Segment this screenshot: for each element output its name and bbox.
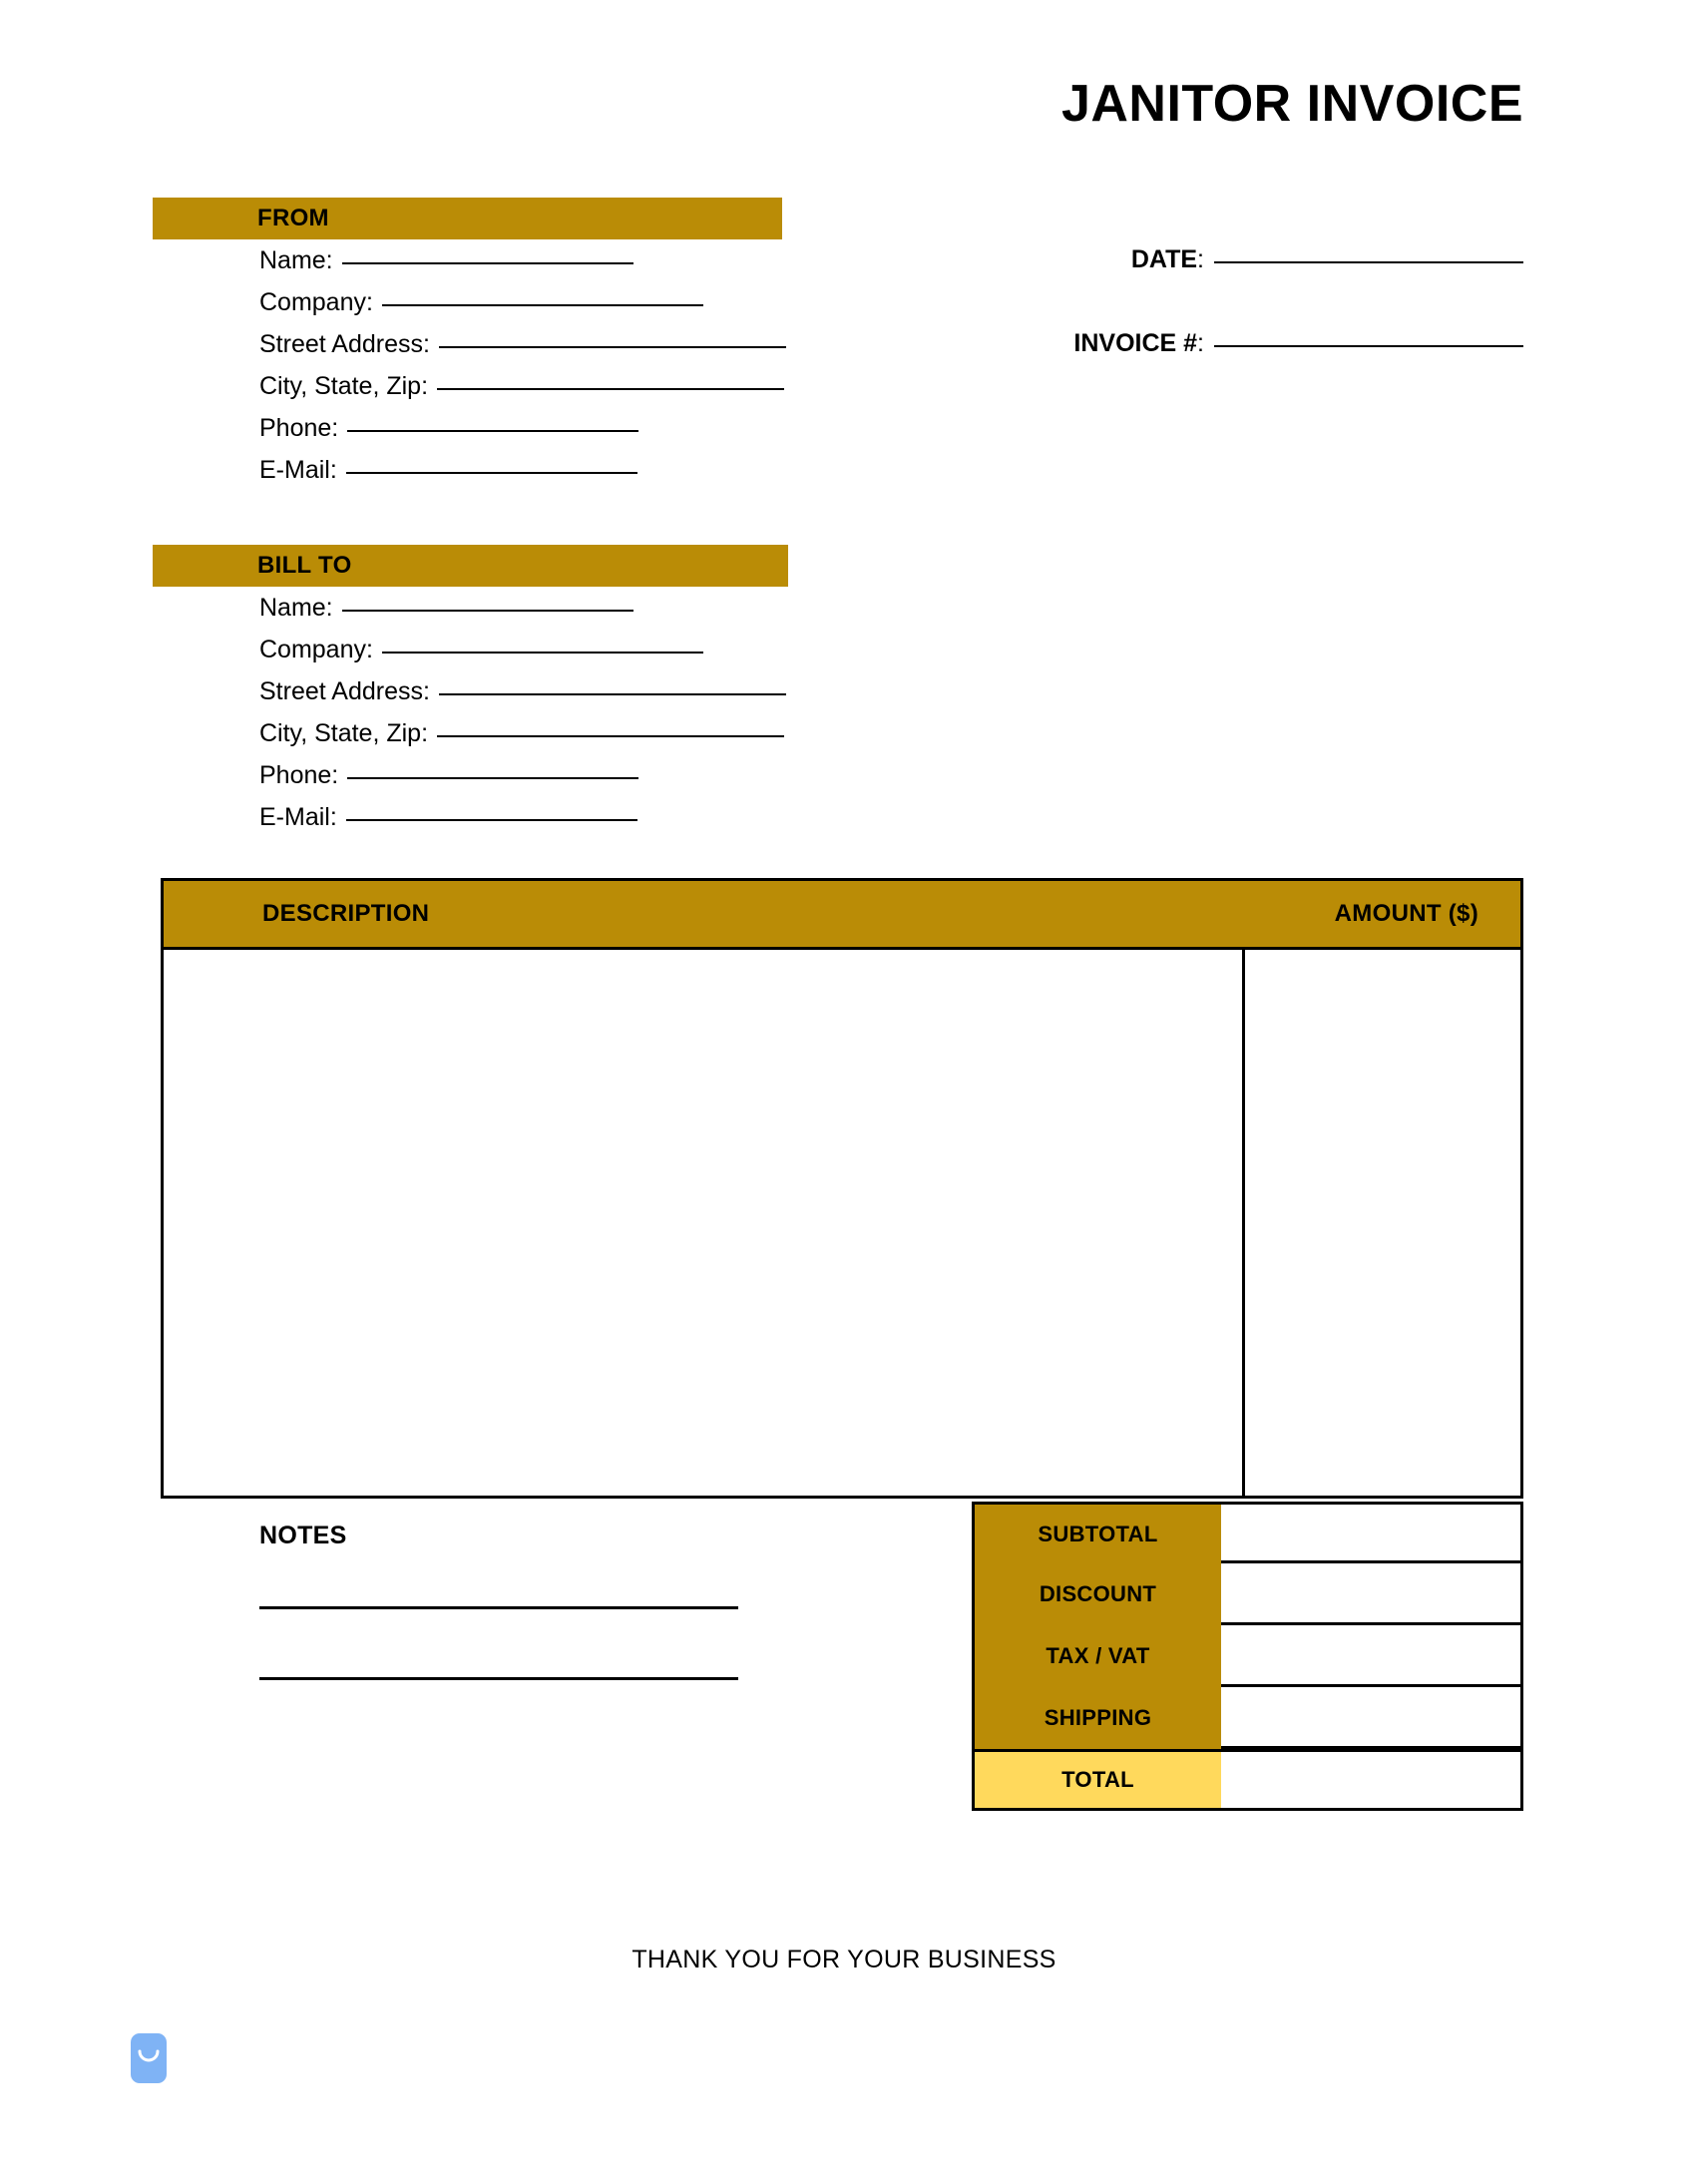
bill-to-field-input[interactable] xyxy=(437,735,784,737)
totals-value-input[interactable] xyxy=(1221,1560,1523,1625)
totals-row xyxy=(972,1563,1523,1625)
from-field-input[interactable] xyxy=(439,346,786,348)
line-items-description-area[interactable] xyxy=(164,950,1245,1496)
bill-to-field-input[interactable] xyxy=(382,652,703,654)
totals-value-input[interactable] xyxy=(1221,1684,1523,1749)
line-items-table xyxy=(161,878,1523,1499)
notes-input-line-2[interactable] xyxy=(259,1677,738,1680)
from-field-input[interactable] xyxy=(347,430,638,432)
from-field-row xyxy=(259,288,786,330)
from-field-row xyxy=(259,330,786,372)
notes-title: NOTES xyxy=(259,1522,347,1549)
bill-to-field-label: E-Mail: xyxy=(259,803,337,831)
bill-to-field-input[interactable] xyxy=(342,610,633,612)
column-header-amount: AMOUNT ($) xyxy=(1334,900,1478,927)
from-field-label: Name: xyxy=(259,246,333,274)
page-title: JANITOR INVOICE xyxy=(1060,75,1523,133)
bill-to-section-label: BILL TO xyxy=(257,552,352,579)
totals-label: TOTAL xyxy=(972,1749,1221,1811)
date-label: DATE xyxy=(1130,245,1198,273)
bill-to-field-input[interactable] xyxy=(347,777,638,779)
from-field-input[interactable] xyxy=(382,304,703,306)
totals-label: TAX / VAT xyxy=(972,1625,1221,1687)
invoice-number-input[interactable] xyxy=(1214,345,1523,347)
date-row xyxy=(1131,245,1523,274)
from-field-row xyxy=(259,246,786,288)
from-field-input[interactable] xyxy=(437,388,784,390)
bill-to-field-row xyxy=(259,594,786,636)
bill-to-field-row xyxy=(259,677,786,719)
totals-value-input[interactable] xyxy=(1221,1502,1523,1563)
from-field-label: Phone: xyxy=(259,414,339,442)
line-items-amount-area[interactable] xyxy=(1245,950,1520,1496)
totals-row xyxy=(972,1687,1523,1749)
bill-to-field-row xyxy=(259,761,786,803)
from-field-row xyxy=(259,372,786,414)
from-field-label: Street Address: xyxy=(259,330,430,358)
from-field-input[interactable] xyxy=(342,262,633,264)
line-items-body xyxy=(164,950,1520,1496)
totals-block xyxy=(972,1502,1523,1811)
bill-to-field-row xyxy=(259,719,786,761)
totals-row xyxy=(972,1502,1523,1563)
from-field-row xyxy=(259,414,786,456)
totals-label: DISCOUNT xyxy=(972,1563,1221,1625)
line-items-header-row xyxy=(164,881,1520,950)
bill-to-section-header xyxy=(153,545,788,587)
totals-label: SUBTOTAL xyxy=(972,1502,1221,1563)
from-field-input[interactable] xyxy=(346,472,637,474)
from-section-label: FROM xyxy=(257,205,329,231)
totals-value-input[interactable] xyxy=(1221,1749,1523,1811)
smile-arc-icon xyxy=(138,2049,160,2065)
bill-to-field-label: City, State, Zip: xyxy=(259,719,429,747)
column-header-description: DESCRIPTION xyxy=(262,900,430,927)
bill-to-field-input[interactable] xyxy=(439,693,786,695)
smile-badge-icon xyxy=(131,2033,167,2083)
totals-value-input[interactable] xyxy=(1221,1622,1523,1687)
bill-to-field-label: Company: xyxy=(259,636,373,663)
invoice-number-label: INVOICE # xyxy=(1073,329,1198,357)
from-field-row xyxy=(259,456,786,498)
invoice-number-colon: : xyxy=(1197,329,1204,357)
bill-to-field-label: Street Address: xyxy=(259,677,430,705)
bill-to-field-label: Phone: xyxy=(259,761,339,789)
from-field-label: City, State, Zip: xyxy=(259,372,429,400)
bill-to-field-row xyxy=(259,803,786,845)
notes-input-line-1[interactable] xyxy=(259,1606,738,1609)
bill-to-field-list xyxy=(259,594,786,845)
bill-to-field-input[interactable] xyxy=(346,819,637,821)
from-field-list xyxy=(259,246,786,498)
from-section-header xyxy=(153,198,782,239)
totals-row xyxy=(972,1625,1523,1687)
bill-to-field-label: Name: xyxy=(259,594,333,622)
date-colon: : xyxy=(1197,245,1204,273)
bill-to-field-row xyxy=(259,636,786,677)
from-field-label: E-Mail: xyxy=(259,456,337,484)
from-field-label: Company: xyxy=(259,288,373,316)
totals-label: SHIPPING xyxy=(972,1687,1221,1749)
notes-block xyxy=(259,1522,738,1680)
invoice-number-row xyxy=(1073,329,1523,358)
thank-you-message: THANK YOU FOR YOUR BUSINESS xyxy=(632,1946,1056,1973)
totals-row xyxy=(972,1749,1523,1811)
date-input[interactable] xyxy=(1214,261,1523,263)
